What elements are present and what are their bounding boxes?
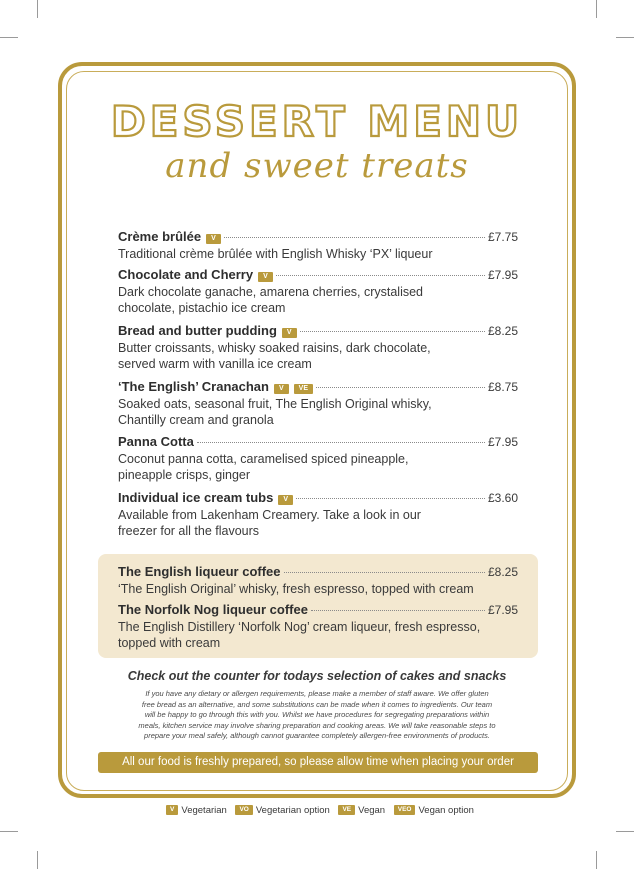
dot-leader [224, 237, 485, 238]
menu-item-bread-butter-pudding [118, 323, 518, 372]
allergen-notice: If you have any dietary or allergen requirements, please make a member of staff aware. We offer gluten free bread as an alternative, and some substitutions can be made when it comes to ingredients. Our team will be happy to go through this with you. Whilst we have procedures for segregating preparations within meals, kitchen service may involve sharing preparation and cooking areas. We will take reasonable steps to prepare your meal safely, although cannot guarantee completely allergen-free environments of products. [138, 689, 496, 740]
menu-item-description: Coconut panna cotta, caramelised spiced pineapple, pineapple crisps, ginger [118, 452, 409, 482]
crop-mark [596, 851, 597, 869]
menu-item-price: £8.25 [487, 324, 518, 338]
crop-mark [596, 0, 597, 18]
menu-item-name: The Norfolk Nog liqueur coffee [118, 602, 308, 617]
menu-item-name: Chocolate and Cherry [118, 267, 254, 282]
page-title: DESSERT MENU [110, 97, 524, 146]
crop-mark [37, 851, 38, 869]
menu-item-price: £7.95 [487, 435, 518, 449]
vegetarian-badge: V [282, 328, 297, 338]
dot-leader [284, 572, 485, 573]
vegetarian-badge: V [166, 805, 178, 815]
vegetarian-badge: V [258, 272, 273, 282]
menu-item-name: Bread and butter pudding [118, 323, 277, 338]
legend-label: Vegetarian option [255, 805, 330, 816]
vegan-option-badge: VEO [394, 805, 416, 815]
menu-item-price: £3.60 [487, 491, 518, 505]
menu-item-panna-cotta [118, 434, 518, 483]
crop-mark [37, 0, 38, 18]
menu-item-description: Available from Lakenham Creamery. Take a look in our freezer for all the flavours [118, 508, 421, 538]
menu-item-price: £7.95 [487, 603, 518, 617]
menu-item-description: Butter croissants, whisky soaked raisins, dark chocolate, served warm with vanilla ice cream [118, 341, 431, 371]
page-subtitle: and sweet treats [165, 146, 469, 186]
menu-item-ice-cream-tubs [118, 490, 518, 539]
menu-item-description: Dark chocolate ganache, amarena cherries, crystalised chocolate, pistachio ice cream [118, 285, 424, 315]
vegan-badge: VE [294, 384, 313, 394]
vegetarian-badge: V [206, 234, 221, 244]
crop-mark [0, 37, 18, 38]
menu-item-price: £8.75 [487, 380, 518, 394]
menu-item-name: The English liqueur coffee [118, 564, 281, 579]
menu-item-price: £7.75 [487, 230, 518, 244]
menu-item-description: Traditional crème brûlée with English Whisky ‘PX’ liqueur [118, 247, 433, 261]
menu-item-name: ‘The English’ Cranachan [118, 379, 269, 394]
crop-mark [616, 37, 634, 38]
menu-item-english-liqueur-coffee [118, 564, 518, 597]
menu-item-norfolk-nog-coffee [118, 602, 518, 651]
dot-leader [197, 442, 485, 443]
counter-note: Check out the counter for todays selection of cakes and snacks [127, 669, 507, 683]
vegan-badge: VE [338, 805, 355, 815]
dot-leader [316, 387, 485, 388]
legend-label: Vegan option [418, 805, 474, 816]
fresh-food-banner: All our food is freshly prepared, so please allow time when placing your order [98, 752, 538, 773]
vegetarian-option-badge: VO [235, 805, 252, 815]
legend-label: Vegan [358, 805, 386, 816]
menu-item-price: £8.25 [487, 565, 518, 579]
dot-leader [300, 331, 485, 332]
menu-item-description: ‘The English Original’ whisky, fresh espresso, topped with cream [118, 582, 474, 596]
menu-item-name: Panna Cotta [118, 434, 194, 449]
dot-leader [296, 498, 485, 499]
menu-item-creme-brulee [118, 229, 518, 262]
menu-item-price: £7.95 [487, 268, 518, 282]
menu-item-chocolate-cherry [118, 267, 518, 316]
menu-item-name: Individual ice cream tubs [118, 490, 274, 505]
dietary-legend [0, 805, 634, 816]
menu-item-description: Soaked oats, seasonal fruit, The English Original whisky, Chantilly cream and granola [118, 397, 432, 427]
menu-item-name: Crème brûlée [118, 229, 202, 244]
dot-leader [311, 610, 485, 611]
menu-item-cranachan [118, 379, 518, 428]
dot-leader [276, 275, 485, 276]
crop-mark [0, 831, 18, 832]
legend-label: Vegetarian [181, 805, 227, 816]
vegetarian-badge: V [278, 495, 293, 505]
menu-item-description: The English Distillery ‘Norfolk Nog’ cream liqueur, fresh espresso, topped with cream [118, 620, 481, 650]
crop-mark [616, 831, 634, 832]
vegetarian-badge: V [274, 384, 289, 394]
